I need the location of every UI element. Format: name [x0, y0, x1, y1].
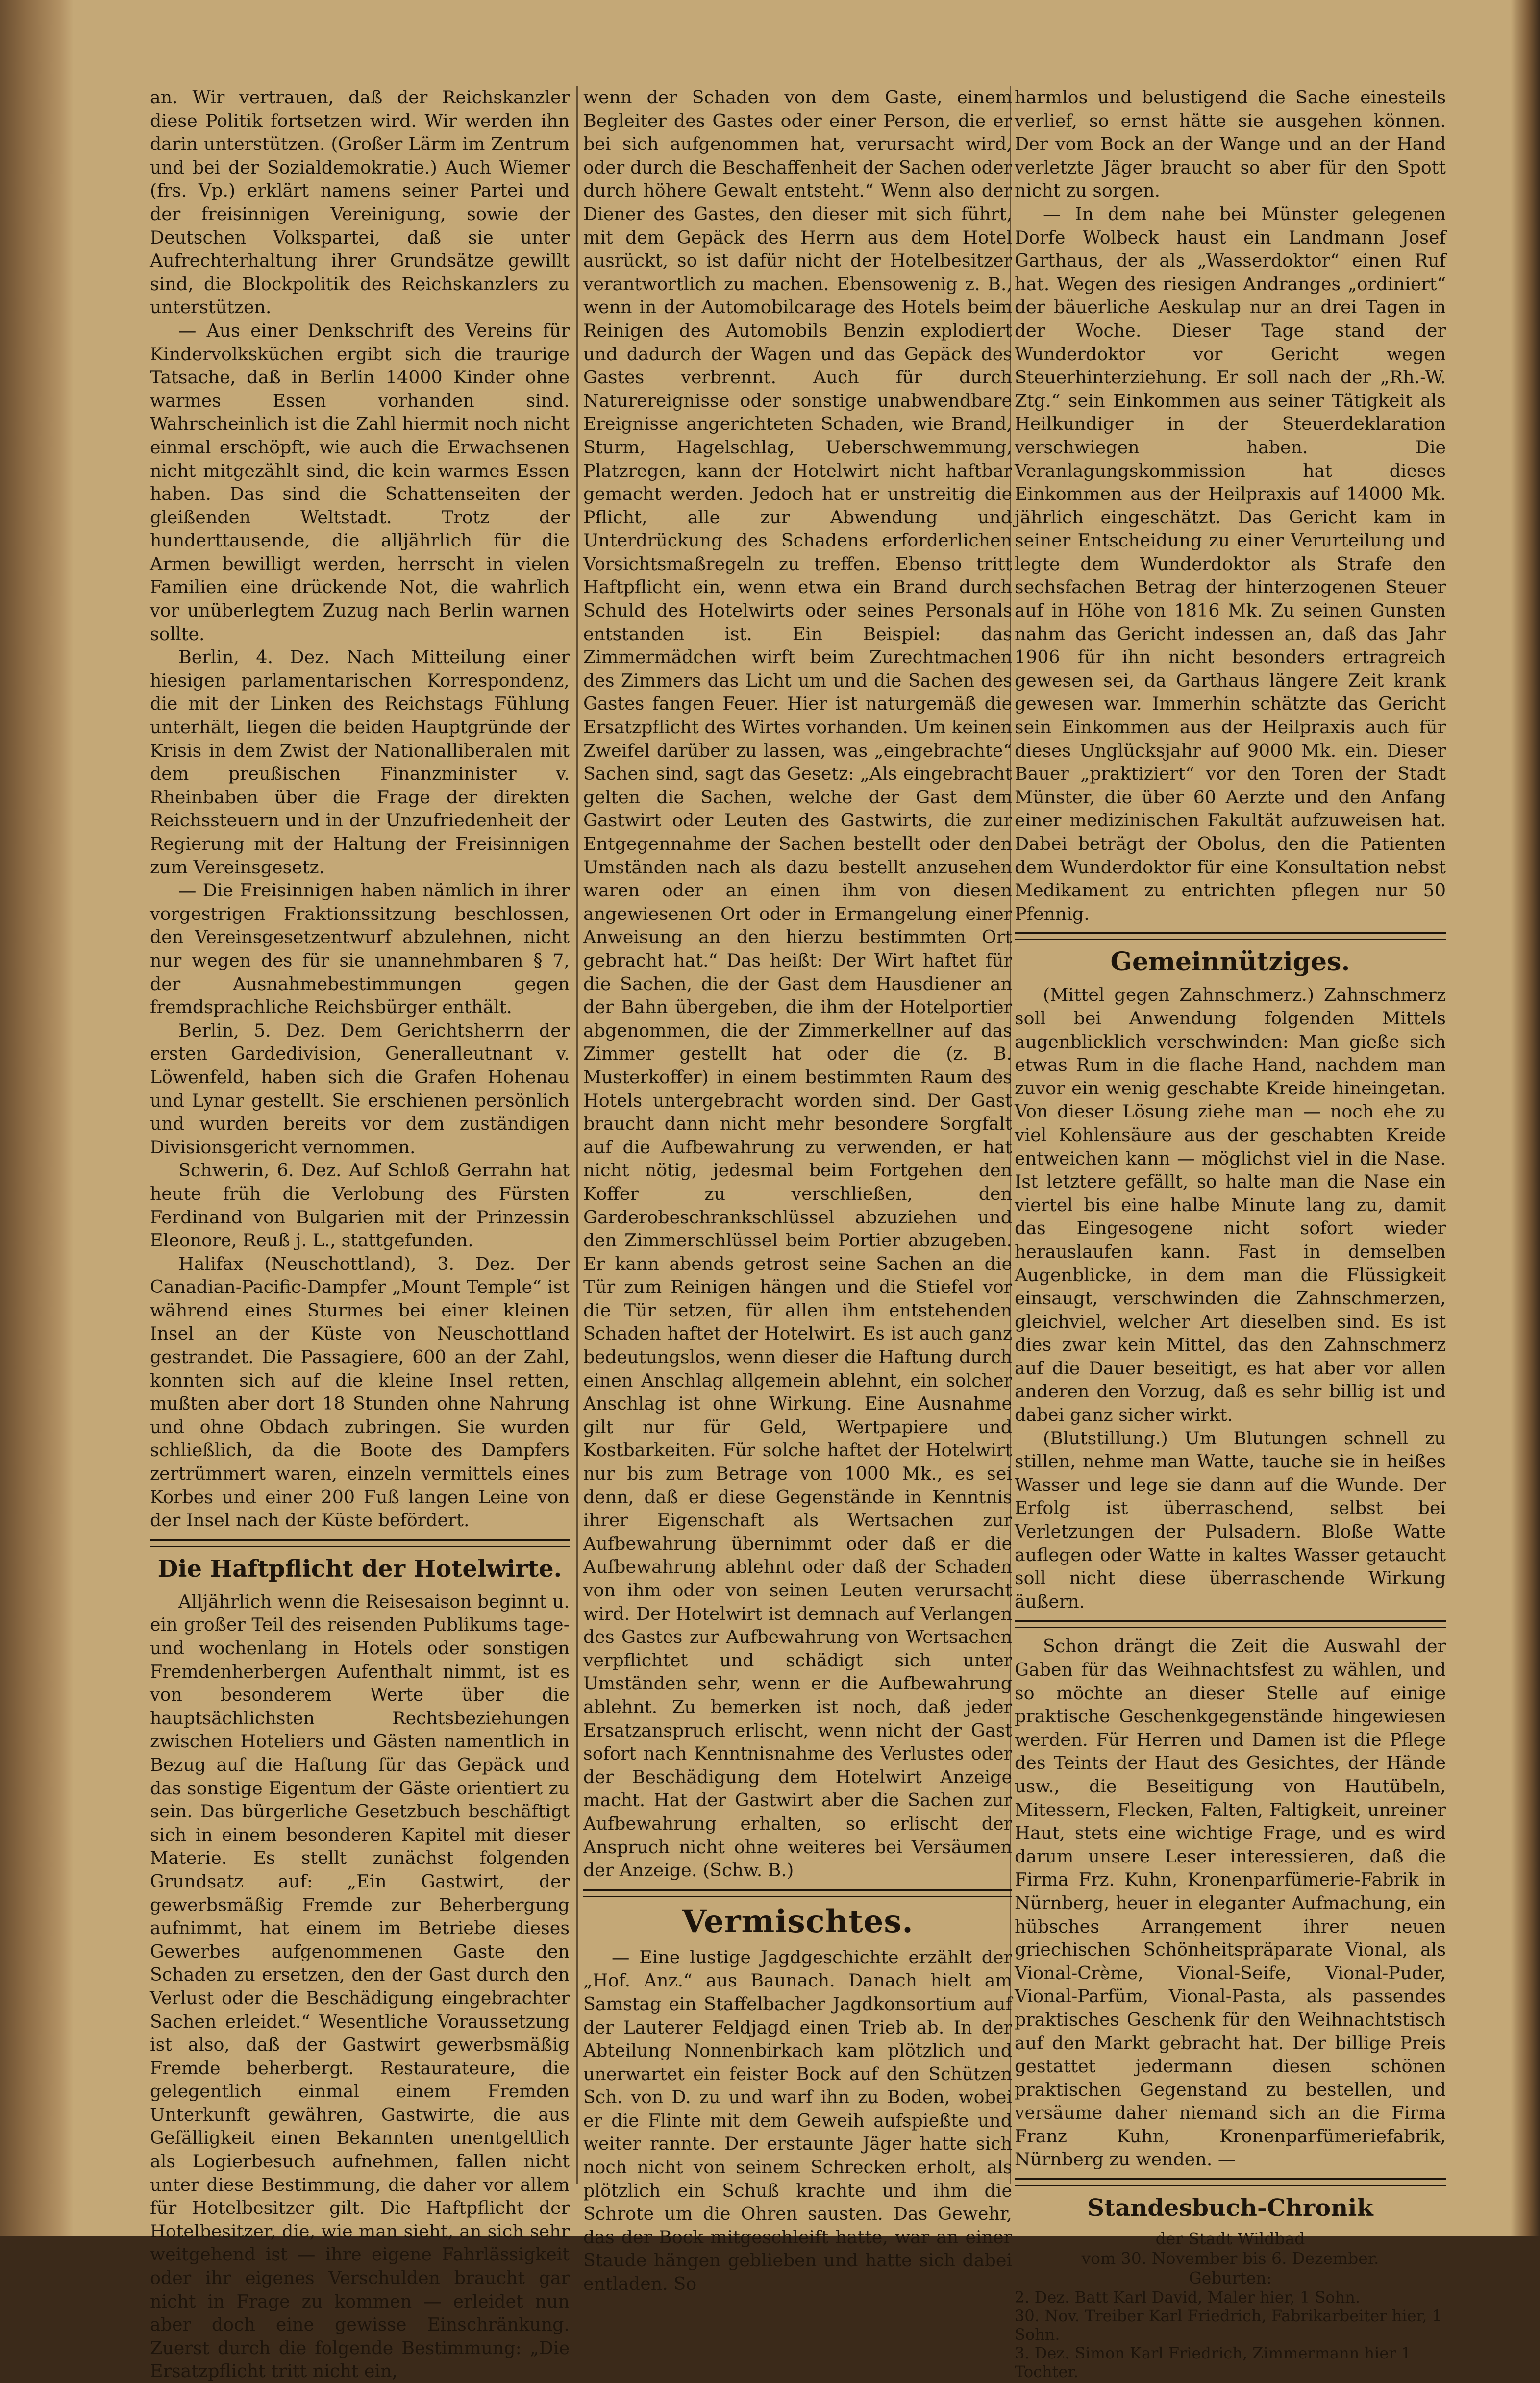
paragraph: Schwerin, 6. Dez. Auf Schloß Gerrahn hat heute früh die Verlobung des Fürsten Ferdinand von Bulgarien mit der Prinzessin Eleonore, Reuß j. L., stattgefunden.	[150, 1160, 570, 1251]
section-rule	[1015, 2178, 1446, 2186]
column-divider	[576, 86, 578, 2184]
paragraph: Halifax (Neuschottland), 3. Dez. Der Canadian-Pacific-Dampfer „Mount Temple“ ist während eines Sturmes bei einer kleinen Insel an der Küste von Neuschottland gestrandet. Die Passagiere, 600 an der Zahl, konnten sich auf die kleine Insel retten, mußten aber dort 18 Stunden ohne Nahrung und ohne Obdach zubringen. Sie wurden schließlich, da die Boote des Dampfers zertrümmert waren, einzeln vermittels eines Korbes und einer 200 Fuß langen Leine von der Insel nach der Küste befördert.	[150, 1253, 570, 1531]
section-heading: Vermischtes.	[682, 1903, 914, 1940]
paragraph	[583, 86, 1012, 1882]
paragraph: (Blutstillung.) Um Blutungen schnell zu stillen, nehme man Watte, tauche sie in heißes Wasser und lege sie dann auf die Wunde. Der Erfolg ist überraschend, selbst bei Verletzungen der Pulsadern. Bloße Watte auflegen oder Watte in kaltes Wasser getaucht soll nicht diese überraschende Wirkung äußern.	[1015, 1427, 1446, 1612]
paragraph: — Aus einer Denkschrift des Vereins für Kindervolksküchen ergibt sich die traurige Tatsache, daß in Berlin 14000 Kinder ohne warmes Essen vorhanden sind. Wahrscheinlich ist die Zahl hiermit noch nicht einmal erschöpft, wie auch die Erwachsenen nicht mitgezählt sind, die kein warmes Essen haben. Das sind die Schattenseiten der gleißenden Weltstadt. Trotz der hunderttausende, die alljährlich für die Armen bewilligt werden, herrscht in vielen Familien eine drückende Not, die wahrlich vor unüberlegtem Zuzug nach Berlin warnen sollte.	[150, 320, 570, 645]
chronicle-entry: 2. Dez. Batt Karl David, Maler hier, 1 Sohn.	[1015, 2288, 1361, 2307]
paragraph: — Die Freisinnigen haben nämlich in ihrer vorgestrigen Fraktionssitzung beschlossen, den Vereinsgesetzentwurf abzulehnen, nicht nur wegen des für sie unannehmbaren § 7, der Ausnahmebestimmungen gegen fremdsprachliche Reichsbürger enthält.	[150, 880, 570, 1018]
section-rule	[1015, 932, 1446, 940]
chronicle-subtitle: der Stadt Wildbad	[1155, 2229, 1305, 2249]
paragraph: an. Wir vertrauen, daß der Reichskanzler diese Politik fortsetzen wird. Wir werden ihn darin unterstützen. (Großer Lärm im Zentrum und bei der Sozialdemokratie.) Auch Wiemer (frs. Vp.) erklärt namens seiner Partei und der freisinnigen Vereinigung, sowie der Deutschen Volkspartei, daß sie unter Aufrechterhaltung ihrer Grundsätze gewillt sind, die Blockpolitik des Reichskanzlers zu unterstützen.	[150, 87, 570, 318]
paragraph: (Mittel gegen Zahnschmerz.) Zahnschmerz soll bei Anwendung folgenden Mittels augenblicklich verschwinden: Man gieße sich etwas Rum in die flache Hand, nachdem man zuvor ein wenig geschabte Kreide hineingetan. Von dieser Lösung ziehe man — noch ehe zu viel Kohlensäure aus der geschabten Kreide entweichen kann — möglichst viel in die Nase. Ist letztere gefällt, so halte man die Nase ein viertel bis eine halbe Minute lang zu, damit das Eingesogene nicht sofort wieder herauslaufen kann. Fast in demselben Augenblicke, in dem man die Flüssigkeit einsaugt, verschwinden die Zahnschmerzen, gleichviel, welcher Art dieselben sind. Es ist dies zwar kein Mittel, das den Zahnschmerz auf die Dauer beseitigt, es hat aber vor allen anderen den Vorzug, daß es sehr billig ist und dabei ganz sicher wirkt.	[1015, 984, 1446, 1426]
chronicle-heading: Standesbuch-Chronik	[1087, 2194, 1373, 2222]
chronicle-entry: 3. Dez. Simon Karl Friedrich, Zimmermann hier 1 Tochter.	[1015, 2344, 1412, 2382]
page-edge	[1511, 0, 1540, 2236]
book-binding-edge	[0, 0, 74, 2236]
paragraph: — Eine lustige Jagdgeschichte erzählt der „Hof. Anz.“ aus Baunach. Danach hielt am Samstag ein Staffelbacher Jagdkonsortium auf der Lauterer Feldjagd einen Trieb ab. In der Abteilung Nonnenbirkach kam plötzlich und unerwartet ein feister Bock auf den Schützen Sch. von D. zu und warf ihn zu Boden, wobei er die Flinte mit dem Geweih aufspießte und weiter rannte. Der erstaunte Jäger hatte sich noch nicht von seinem Schrecken erholt, als plötzlich ein Schuß krachte und ihm die Schrote um die Ohren sausten. Das Gewehr, das der Bock mitgeschleift hatte, war an einer Staude hängen geblieben und hatte sich dabei entladen. So	[583, 1946, 1012, 2295]
births-heading: Geburten:	[1189, 2268, 1272, 2288]
source-citation: (Schw. B.)	[702, 1860, 794, 1881]
chronicle-entry: 30. Nov. Treiber Karl Friedrich, Fabrikarbeiter hier, 1 Sohn.	[1015, 2307, 1442, 2344]
paragraph: Berlin, 5. Dez. Dem Gerichtsherrn der ersten Gardedivision, Generalleutnant v. Löwenfeld, haben sich die Grafen Hohenau und Lynar gestellt. Sie erschienen persönlich und wurden bereits vor dem zuständigen Divisionsgericht vernommen.	[150, 1019, 570, 1158]
paragraph: — In dem nahe bei Münster gelegenen Dorfe Wolbeck haust ein Landmann Josef Garthaus, der als „Wasserdoktor“ einen Ruf hat. Wegen des riesigen Andranges „ordiniert“ der bäuerliche Aeskulap nur an drei Tagen in der Woche. Dieser Tage stand der Wunderdoktor vor Gericht wegen Steuerhinterziehung. Er soll nach der „Rh.-W. Ztg.“ sein Einkommen aus seiner Tätigkeit als Heilkundiger in der Steuerdeklaration verschwiegen haben. Die Veranlagungskommission hat dieses Einkommen aus der Heilpraxis auf 14000 Mk. jährlich eingeschätzt. Das Gericht kam in seiner Entscheidung zu einer Verurteilung und legte dem Wunderdoktor als Strafe den sechsfachen Betrag der hinterzogenen Steuer auf in Höhe von 1816 Mk. Zu seinen Gunsten nahm das Gericht indessen an, daß das Jahr 1906 für ihn nicht besonders ertragreich gewesen sei, da Garthaus längere Zeit krank gewesen war. Immerhin schätzte das Gericht sein Einkommen aus der Heilpraxis auch für dieses Unglücksjahr auf 9000 Mk. ein. Dieser Bauer „praktiziert“ vor den Toren der Stadt Münster, die über 60 Aerzte und den Anfang einer medizinischen Fakultät aufzuweisen hat. Dabei beträgt der Obolus, den die Patienten dem Wunderdoktor für eine Konsultation nebst Medikament zu entrichten pflegen nur 50 Pfennig.	[1015, 203, 1446, 924]
section-rule	[150, 1539, 570, 1547]
section-rule	[583, 1889, 1012, 1897]
paragraph: Schon drängt die Zeit die Auswahl der Gaben für das Weihnachtsfest zu wählen, und so möchte an dieser Stelle auf einige praktische Geschenkgegenstände hingewiesen werden. Für Herren und Damen ist die Pflege des Teints der Haut des Gesichtes, der Hände usw., die Beseitigung von Hautübeln, Mitessern, Flecken, Falten, Faltigkeit, unreiner Haut, stets eine wichtige Frage, und es wird darum unsere Leser interessieren, daß die Firma Frz. Kuhn, Kronenparfümerie-Fabrik in Nürnberg, heuer in eleganter Aufmachung, ein hübsches Arrangement ihrer neuen griechischen Schönheitspräparate Vional, als Vional-Crème, Vional-Seife, Vional-Puder, Vional-Parfüm, Vional-Pasta, als passendes praktisches Geschenk für den Weihnachtstisch auf den Markt gebracht hat. Der billige Preis gestattet jedermann diesen schönen praktischen Gegenstand zu bestellen, und versäume daher niemand sich an die Firma Franz Kuhn, Kronenparfümeriefabrik, Nürnberg zu wenden. —	[1015, 1636, 1446, 2170]
paragraph: Alljährlich wenn die Reisesaison beginnt u. ein großer Teil des reisenden Publikums tage- und wochenlang in Hotels oder sonstigen Fremdenherbergen Aufenthalt nimmt, ist es von besonderem Werte über die hauptsächlichsten Rechtsbeziehungen zwischen Hoteliers und Gästen namentlich in Bezug auf die Haftung für das Gepäck und das sonstige Eigentum der Gäste orientiert zu sein. Das bürgerliche Gesetzbuch beschäftigt sich in einem besonderen Kapitel mit dieser Materie. Es stellt zunächst folgenden Grundsatz auf: „Ein Gastwirt, der gewerbsmäßig Fremde zur Beherbergung aufnimmt, hat einem im Betriebe dieses Gewerbes aufgenommenen Gaste den Schaden zu ersetzen, den der Gast durch den Verlust oder die Beschädigung eingebrachter Sachen erleidet.“ Wesentliche Voraussetzung ist also, daß der Gastwirt gewerbsmäßig Fremde beherbergt. Restaurateure, die gelegentlich einmal einem Fremden Unterkunft gewähren, Gastwirte, die aus Gefälligkeit einen Bekannten unentgeltlich als Logierbesuch aufnehmen, fallen nicht unter diese Bestimmung, die daher vor allem für Hotelbesitzer gilt. Die Haftpflicht der Hotelbesitzer, die, wie man sieht, an sich sehr weitgehend ist — ihre eigene Fahrlässigkeit oder ihr eigenes Verschulden braucht gar nicht in Frage zu kommen — erleidet nun aber doch eine gewisse Einschränkung. Zuerst durch die folgende Bestimmung: „Die Ersatzpflicht tritt nicht ein,	[150, 1590, 570, 2382]
column-3	[1015, 86, 1446, 2382]
section-heading: Gemeinnütziges.	[1110, 947, 1350, 977]
article-heading: Die Haftpflicht der Hotelwirte.	[157, 1555, 562, 1583]
section-rule	[1015, 1620, 1446, 1628]
chronicle-date-range: vom 30. November bis 6. Dezember.	[1081, 2249, 1379, 2268]
paragraph: harmlos und belustigend die Sache einesteils verlief, so ernst hätte sie ausgehen können. Der vom Bock an der Wange und an der Hand verletzte Jäger braucht so aber für den Spott nicht zu sorgen.	[1015, 87, 1446, 201]
paragraph: Berlin, 4. Dez. Nach Mitteilung einer hiesigen parlamentarischen Korrespondenz, die mit der Linken des Reichstags Fühlung unterhält, liegen die beiden Hauptgründe der Krisis in dem Zwist der Nationalliberalen mit dem preußischen Finanzminister v. Rheinbaben über die Frage der direkten Reichssteuern und in der Unzufriedenheit der Regierung mit der Haltung der Freisinnigen zum Vereinsgesetz.	[150, 646, 570, 878]
column-1	[150, 86, 570, 2382]
paragraph-text: wenn der Schaden von dem Gaste, einem Begleiter des Gastes oder einer Person, die er bei sich aufgenommen hat, verursacht wird, oder durch die Beschaffenheit der Sachen oder durch höhere Gewalt entsteht.“ Wenn also der Diener des Gastes, den dieser mit sich führt, mit dem Gepäck des Herrn aus dem Hotel ausrückt, so ist dafür nicht der Hotelbesitzer verantwortlich zu machen. Ebensowenig z. B., wenn in der Automobilcarage des Hotels beim Reinigen des Automobils Benzin explodiert und dadurch der Wagen und das Gepäck des Gastes verbrennt. Auch für durch Naturereignisse oder sonstige unabwendbare Ereignisse angerichteten Schaden, wie Brand, Sturm, Hagelschlag, Ueberschwemmung, Platzregen, kann der Hotelwirt nicht haftbar gemacht werden. Jedoch hat er unstreitig die Pflicht, alle zur Abwendung und Unterdrückung des Schadens erforderlichen Vorsichtsmaßregeln zu treffen. Ebenso tritt Haftpflicht ein, wenn etwa ein Brand durch Schuld des Hotelwirts oder seines Personals entstanden ist. Ein Beispiel: das Zimmermädchen wirft beim Zurechtmachen des Zimmers das Licht um und die Sachen des Gastes fangen Feuer. Hier ist naturgemäß die Ersatzpflicht des Wirtes vorhanden. Um keinen Zweifel darüber zu lassen, was „eingebrachte“ Sachen sind, sagt das Gesetz: „Als eingebracht gelten die Sachen, welche der Gast dem Gastwirt oder Leuten des Gastwirts, die zur Entgegennahme der Sachen bestellt oder den Umständen nach als dazu bestellt anzusehen waren oder an einen ihm von diesen angewiesenen Ort oder in Ermangelung einer Anweisung an den hierzu bestimmten Ort gebracht hat.“ Das heißt: Der Wirt haftet für die Sachen, die der Gast dem Hausdiener an der Bahn übergeben, die ihm der Hotelportier abgenommen, die der Zimmerkellner auf das Zimmer gestellt hat oder die (z. B. Musterkoffer) in einem bestimmten Raum des Hotels untergebracht worden sind. Der Gast braucht dann nicht mehr besondere Sorgfalt auf die Aufbewahrung zu verwenden, er hat nicht nötig, jedesmal beim Fortgehen den Koffer zu verschließen, den Garderobeschrankschlüssel abzuziehen und den Zimmerschlüssel beim Portier abzugeben. Er kann abends getrost seine Sachen an die Tür zum Reinigen hängen und die Stiefel vor die Tür setzen, für allen ihm entstehenden Schaden haftet der Hotelwirt. Es ist auch ganz bedeutungslos, wenn dieser die Haftung durch einen Anschlag allgemein ablehnt, ein solcher Anschlag ist ohne Wirkung. Eine Ausnahme gilt nur für Geld, Wertpapiere und Kostbarkeiten. Für solche haftet der Hotelwirt nur bis zum Betrage von 1000 Mk., es sei denn, daß er diese Gegenstände in Kenntnis ihrer Eigenschaft als Wertsachen zur Aufbewahrung übernimmt oder daß er die Aufbewahrung ablehnt oder daß der Schaden von ihm oder von seinen Leuten verursacht wird. Der Hotelwirt ist demnach auf Verlangen des Gastes zur Aufbewahrung von Wertsachen verpflichtet und schädigt sich unter Umständen sehr, wenn er die Aufbewahrung ablehnt. Zu bemerken ist noch, daß jeder Ersatzanspruch erlischt, wenn nicht der Gast sofort nach Kenntnisnahme des Verlustes oder der Beschädigung dem Hotelwirt Anzeige macht. Hat der Gastwirt aber die Sachen zur Aufbewahrung erhalten, so erlischt der Anspruch nicht ohne weiteres bei Versäumen der Anzeige.	[583, 87, 1012, 1881]
column-2	[583, 86, 1012, 2295]
